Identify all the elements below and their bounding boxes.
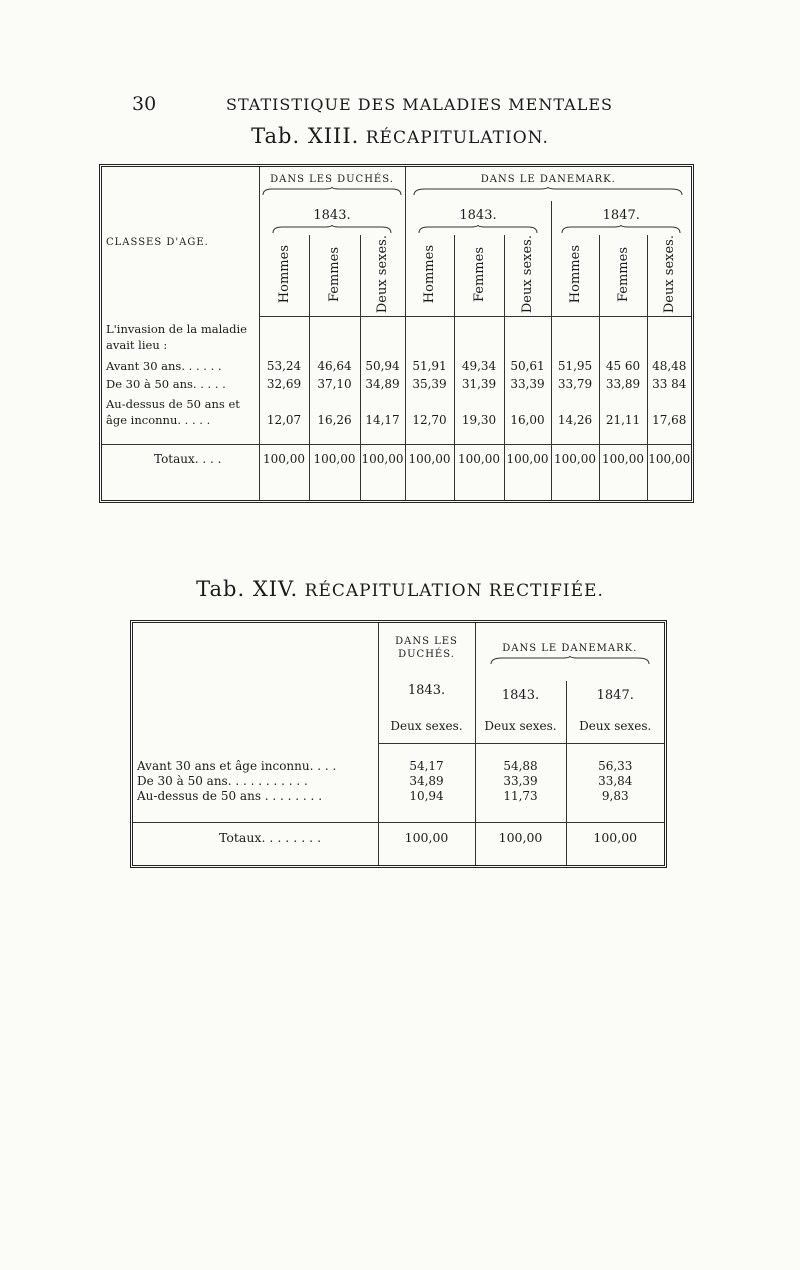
year-label: 1847. (566, 681, 664, 709)
brace-icon (262, 187, 402, 196)
data-cell: 33,39 (475, 774, 566, 789)
data-cell: 10,94 (378, 789, 475, 804)
table-row (102, 357, 691, 375)
table13 (102, 167, 691, 500)
group-denmark: DANS LE DANEMARK. (502, 642, 638, 654)
total-label: Totaux. . . . . . . . (133, 822, 378, 852)
group-denmark-cell (405, 167, 691, 201)
data-cell: 16,00 (504, 393, 551, 431)
brace-icon (413, 187, 683, 196)
intro-label: L'invasion de la maladie avait lieu : (106, 321, 247, 352)
table14-title (0, 577, 800, 601)
group-duchies-cell (259, 167, 405, 201)
year-label: 1847. (602, 208, 640, 223)
col-deux-sexes: Deux sexes. (504, 235, 551, 317)
col-femmes: Femmes (309, 235, 360, 317)
year-label: 1843. (313, 208, 351, 223)
data-cell: 9,83 (566, 789, 664, 804)
data-cell: 33,39 (504, 375, 551, 393)
table13-frame (99, 164, 694, 503)
col-hommes: Hommes (551, 235, 599, 317)
data-cell: 33,79 (551, 375, 599, 393)
data-cell: 46,64 (309, 357, 360, 375)
table-row (102, 375, 691, 393)
col-hommes: Hommes (259, 235, 309, 317)
stub-header: CLASSES D'AGE. (106, 237, 209, 249)
data-cell: 34,89 (378, 774, 475, 789)
table14-frame (130, 620, 667, 868)
col-deux-sexes: Deux sexes. (647, 235, 691, 317)
total-row (133, 822, 664, 852)
total-cell: 100,00 (566, 822, 664, 852)
col-deux-sexes: Deux sexes. (378, 709, 475, 743)
data-cell: 51,95 (551, 357, 599, 375)
data-cell: 33 84 (647, 375, 691, 393)
col-deux-sexes: Deux sexes. (566, 709, 664, 743)
row-label: De 30 à 50 ans. . . . . (106, 376, 226, 391)
row-label: Au-dessus de 50 ans et âge inconnu. . . . . (106, 396, 240, 427)
data-cell: 51,91 (405, 357, 454, 375)
row-label: Avant 30 ans. . . . . . (106, 358, 222, 373)
total-cell: 100,00 (360, 445, 405, 473)
col-deux-sexes: Deux sexes. (360, 235, 405, 317)
year-label: 1843. (407, 682, 446, 698)
table-row (133, 789, 664, 804)
total-cell: 100,00 (259, 445, 309, 473)
data-cell: 31,39 (454, 375, 504, 393)
stub-header-cell (102, 167, 259, 317)
group-duchies-cell (378, 623, 475, 709)
total-cell: 100,00 (378, 822, 475, 852)
data-cell: 37,10 (309, 375, 360, 393)
running-head: STATISTIQUE DES MALADIES MENTALES (226, 95, 613, 114)
data-cell: 53,24 (259, 357, 309, 375)
table-row (133, 759, 664, 774)
brace-icon (490, 656, 650, 665)
total-cell: 100,00 (647, 445, 691, 473)
year-cell (405, 201, 551, 235)
group-duchies: DANS LES DUCHÉS. (270, 174, 394, 185)
total-cell: 100,00 (599, 445, 647, 473)
data-cell: 21,11 (599, 393, 647, 431)
data-cell: 49,34 (454, 357, 504, 375)
col-deux-sexes: Deux sexes. (475, 709, 566, 743)
data-cell: 54,88 (475, 759, 566, 774)
table13-title (0, 124, 800, 148)
data-cell: 12,70 (405, 393, 454, 431)
page-number: 30 (132, 93, 157, 115)
group-denmark: DANS LE DANEMARK. (480, 174, 616, 185)
table14-title-text: RÉCAPITULATION RECTIFIÉE. (304, 581, 604, 601)
col-hommes: Hommes (405, 235, 454, 317)
row-label: Au-dessus de 50 ans . . . . . . . . (137, 789, 323, 803)
table13-title-prefix: Tab. XIII. (251, 124, 360, 148)
total-cell: 100,00 (475, 822, 566, 852)
data-cell: 32,69 (259, 375, 309, 393)
data-cell: 14,26 (551, 393, 599, 431)
col-femmes: Femmes (599, 235, 647, 317)
total-cell: 100,00 (454, 445, 504, 473)
table-row (133, 774, 664, 789)
year-cell (551, 201, 691, 235)
total-row (102, 445, 691, 473)
data-cell: 33,89 (599, 375, 647, 393)
year-cell (259, 201, 405, 235)
total-cell: 100,00 (405, 445, 454, 473)
table14 (133, 623, 664, 865)
data-cell: 50,61 (504, 357, 551, 375)
data-cell: 19,30 (454, 393, 504, 431)
group-denmark-cell (475, 623, 664, 681)
data-cell: 50,94 (360, 357, 405, 375)
total-cell: 100,00 (309, 445, 360, 473)
data-cell: 17,68 (647, 393, 691, 431)
year-label: 1843. (475, 681, 566, 709)
row-label: De 30 à 50 ans. . . . . . . . . . . (137, 774, 308, 788)
data-cell: 45 60 (599, 357, 647, 375)
table-row (102, 393, 691, 431)
data-cell: 33,84 (566, 774, 664, 789)
data-cell: 48,48 (647, 357, 691, 375)
brace-icon (561, 225, 681, 234)
year-label: 1843. (459, 208, 497, 223)
row-label: Avant 30 ans et âge inconnu. . . . (137, 759, 337, 773)
table14-title-prefix: Tab. XIV. (196, 577, 299, 601)
brace-icon (418, 225, 538, 234)
data-cell: 11,73 (475, 789, 566, 804)
total-cell: 100,00 (551, 445, 599, 473)
data-cell: 12,07 (259, 393, 309, 431)
data-cell: 56,33 (566, 759, 664, 774)
data-cell: 34,89 (360, 375, 405, 393)
data-cell: 54,17 (378, 759, 475, 774)
total-label: Totaux. . . . (102, 445, 259, 473)
data-cell: 16,26 (309, 393, 360, 431)
col-femmes: Femmes (454, 235, 504, 317)
data-cell: 14,17 (360, 393, 405, 431)
brace-icon (272, 225, 392, 234)
data-cell: 35,39 (405, 375, 454, 393)
table13-title-text: RÉCAPITULATION. (365, 128, 549, 148)
total-cell: 100,00 (504, 445, 551, 473)
group-duchies: DANS LES DUCHÉS. (395, 635, 458, 660)
